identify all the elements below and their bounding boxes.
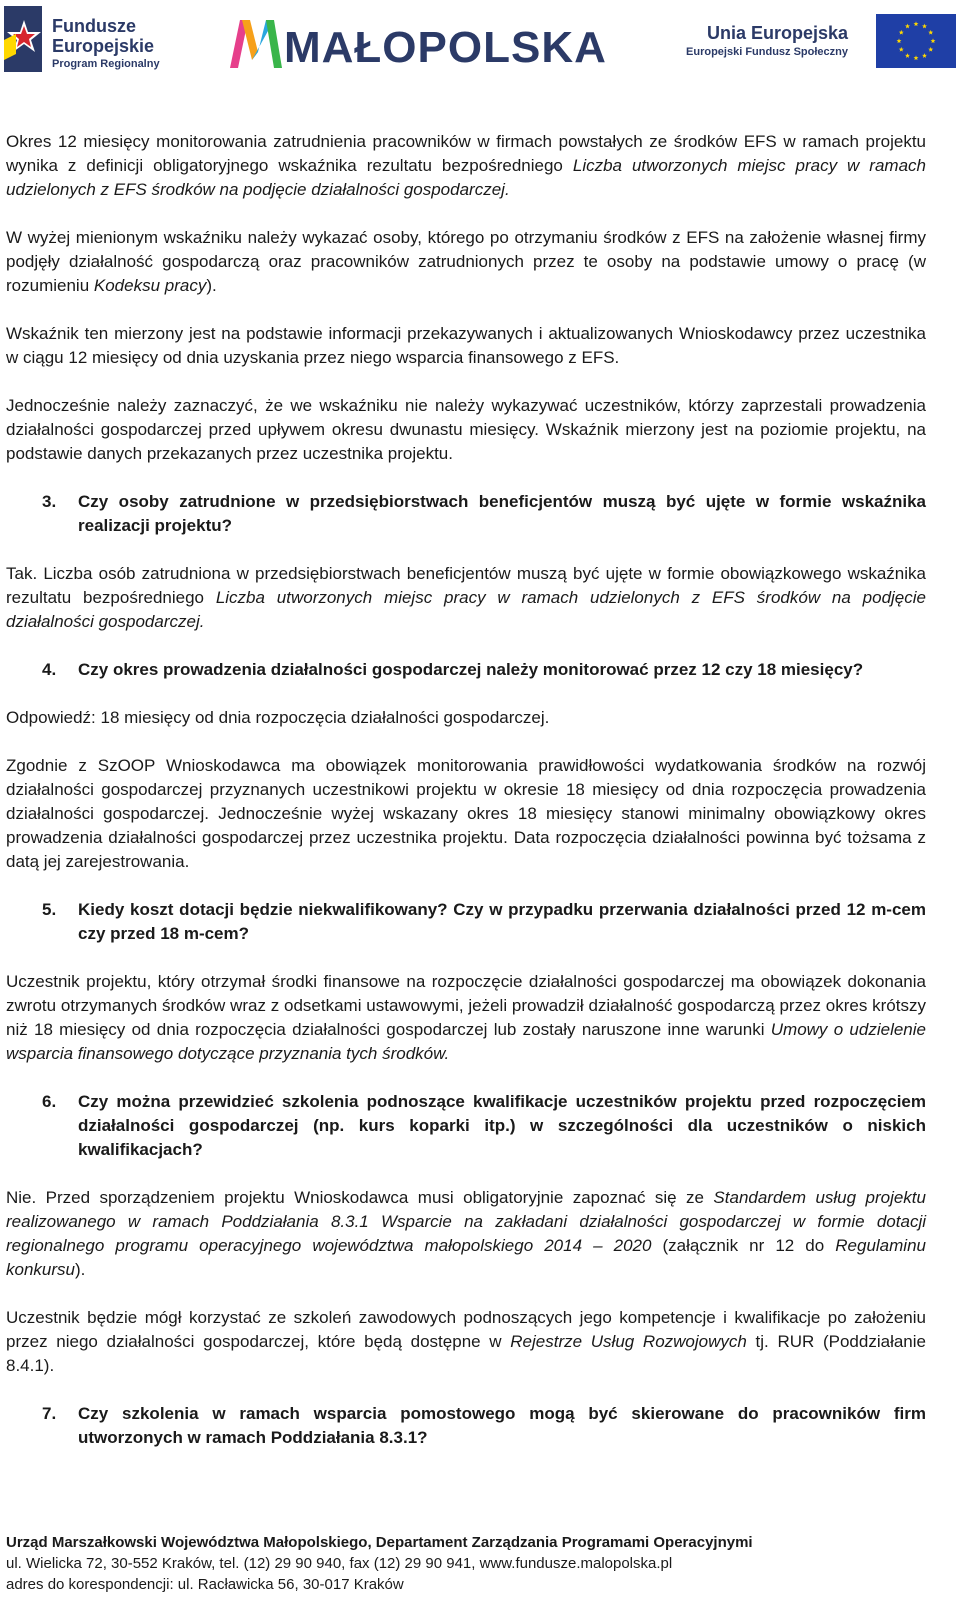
paragraph <box>6 754 926 874</box>
malopolska-logo <box>228 12 628 72</box>
page-header <box>0 0 960 80</box>
ue-logo-line1: Unia Europejska <box>706 23 848 43</box>
italic-text: Regulaminu konkursu <box>6 1236 926 1279</box>
fe-logo-line1: Fundusze <box>52 16 136 36</box>
paragraph <box>6 322 926 370</box>
question-3 <box>6 490 926 538</box>
italic-text: Standardem usług projektu realizowanego w ramach Poddziałania 8.3.1 Wsparcie na zakładani działalności gospodarczej w formie dotacji regionalnego programu operacyjnego województwa małopolskiego 2014 – 2020 <box>6 1188 926 1255</box>
question-text: Czy szkolenia w ramach wsparcia pomostowego mogą być skierowane do pracowników firm utworzonych w ramach Poddziałania 8.3.1? <box>78 1404 926 1447</box>
italic-text: Rejestrze Usług Rozwojowych <box>510 1332 747 1351</box>
paragraph <box>6 706 926 730</box>
paragraph <box>6 970 926 1066</box>
question-5 <box>6 898 926 946</box>
fe-logo-line2: Europejskie <box>52 36 155 56</box>
text-run: ). <box>74 1260 86 1279</box>
question-number: 6. <box>42 1092 57 1111</box>
text-run: Odpowiedź: 18 miesięcy od dnia rozpoczęcia działalności gospodarczej. <box>6 708 550 727</box>
document-body <box>6 130 926 1474</box>
question-number: 7. <box>42 1404 57 1423</box>
paragraph <box>6 1186 926 1282</box>
question-4 <box>6 658 926 682</box>
italic-text: Liczba utworzonych miejsc pracy w ramach udzielonych z EFS środków na podjęcie działalności gospodarczej. <box>6 588 926 631</box>
question-number: 5. <box>42 900 57 919</box>
question-text: Czy osoby zatrudnione w przedsiębiorstwach beneficjentów muszą być ujęte w formie wskaźnika realizacji projektu? <box>78 492 926 535</box>
text-run: ). <box>206 276 217 295</box>
text-run: Tak. Liczba osób zatrudniona w przedsiębiorstwach beneficjentów muszą być ujęte w formie obowiązkowego wskaźnika rezultatu bezpośredniego <box>6 564 926 607</box>
text-run: Jednocześnie należy zaznaczyć, że we wskaźniku nie należy wykazywać uczestników, którzy zaprzestali prowadzenia działalności gospodarczej przed upływem okresu dwunastu miesięcy. Wskaźnik mierzony jest na poziomie projektu, na podstawie danych przekazanych przez uczestnika projektu. <box>6 396 926 463</box>
text-run: Zgodnie z SzOOP Wnioskodawca ma obowiązek monitorowania prawidłowości wydatkowania środków na rozwój działalności gospodarczej przyznanych uczestnikowi projektu w okresie 18 miesięcy od dnia rozpoczęcia prowadzenia działalności gospodarczej. Jednocześnie wyżej wskazany okres 18 miesięcy stanowi minimalny obowiązkowy okres prowadzenia działalności gospodarczej przez uczestnika projektu. Data rozpoczęcia działalności powinna być tożsama z datą jej zarejestrowania. <box>6 756 926 871</box>
question-7 <box>6 1402 926 1450</box>
text-run: Okres 12 miesięcy monitorowania zatrudnienia pracowników w firmach powstałych ze środków EFS w ramach projektu wynika z definicji obligatoryjnego wskaźnika rezultatu bezpośredniego <box>6 132 926 175</box>
question-text: Czy okres prowadzenia działalności gospodarczej należy monitorować przez 12 czy 18 miesięcy? <box>78 660 864 679</box>
question-number: 3. <box>42 492 57 511</box>
italic-text: Umowy o udzielenie wsparcia finansowego dotyczące przyznania tych środków. <box>6 1020 926 1063</box>
footer-correspondence: adres do korespondencji: ul. Racławicka 56, 30-017 Kraków <box>6 1576 404 1593</box>
eu-flag-icon <box>876 14 956 68</box>
paragraph <box>6 226 926 298</box>
italic-text: Liczba utworzonych miejsc pracy w ramach udzielonych z EFS środków na podjęcie działalności gospodarczej. <box>6 156 926 199</box>
paragraph <box>6 394 926 466</box>
text-run: Uczestnik projektu, który otrzymał środki finansowe na rozpoczęcie działalności gospodarczej ma obowiązek dokonania zwrotu otrzymanych środków wraz z odsetkami ustawowymi, jeżeli prowadził działalność gospodarczą przez okres krótszy niż 18 miesięcy od dnia rozpoczęcia działalności gospodarczej lub zostały naruszone inne warunki <box>6 972 926 1039</box>
question-6 <box>6 1090 926 1162</box>
text-run: W wyżej mienionym wskaźniku należy wykazać osoby, którego po otrzymaniu środków z EFS na założenie własnej firmy podjęły działalność gospodarczą oraz pracowników zatrudnionych przez te osoby na podstawie umowy o pracę (w rozumieniu <box>6 228 926 295</box>
paragraph <box>6 1306 926 1378</box>
text-run: Nie. Przed sporządzeniem projektu Wnioskodawca musi obligatoryjnie zapoznać się ze <box>6 1188 714 1207</box>
paragraph <box>6 562 926 634</box>
italic-text: Kodeksu pracy <box>93 276 207 295</box>
unia-europejska-logo <box>686 14 956 74</box>
text-run: (załącznik nr 12 do <box>651 1236 836 1255</box>
fundusze-europejskie-logo <box>4 6 174 72</box>
page-footer <box>6 1532 926 1595</box>
ue-logo-line2: Europejski Fundusz Społeczny <box>686 46 848 58</box>
question-text: Kiedy koszt dotacji będzie niekwalifikowany? Czy w przypadku przerwania działalności przed 12 m-cem czy przed 18 m-cem? <box>78 900 926 943</box>
text-run: tj. RUR (Poddziałanie 8.4.1). <box>6 1332 926 1375</box>
question-text: Czy można przewidzieć szkolenia podnoszące kwalifikacje uczestników projektu przed rozpoczęciem działalności gospodarczej (np. kurs koparki itp.) w szczególności dla uczestników o niskich kwalifikacjach? <box>78 1092 926 1159</box>
malopolska-wordmark: MAŁOPOLSKA <box>284 23 607 72</box>
malopolska-m-emblem <box>228 12 284 72</box>
text-run: Wskaźnik ten mierzony jest na podstawie informacji przekazywanych i aktualizowanych Wnioskodawcy przez uczestnika w ciągu 12 miesięcy od dnia uzyskania przez niego wsparcia finansowego z EFS. <box>6 324 926 367</box>
paragraph <box>6 130 926 202</box>
fe-logo-line3: Program Regionalny <box>52 58 160 70</box>
footer-address: ul. Wielicka 72, 30-552 Kraków, tel. (12) 29 90 940, fax (12) 29 90 941, www.fundusze.malopolska.pl <box>6 1555 673 1572</box>
fe-star-emblem <box>4 6 48 72</box>
question-number: 4. <box>42 660 57 679</box>
footer-institution: Urząd Marszałkowski Województwa Małopolskiego, Departament Zarządzania Programami Operacyjnymi <box>6 1534 753 1551</box>
text-run: Uczestnik będzie mógł korzystać ze szkoleń zawodowych podnoszących jego kompetencje i kwalifikacje po założeniu przez niego działalności gospodarczej, które będą dostępne w <box>6 1308 926 1351</box>
